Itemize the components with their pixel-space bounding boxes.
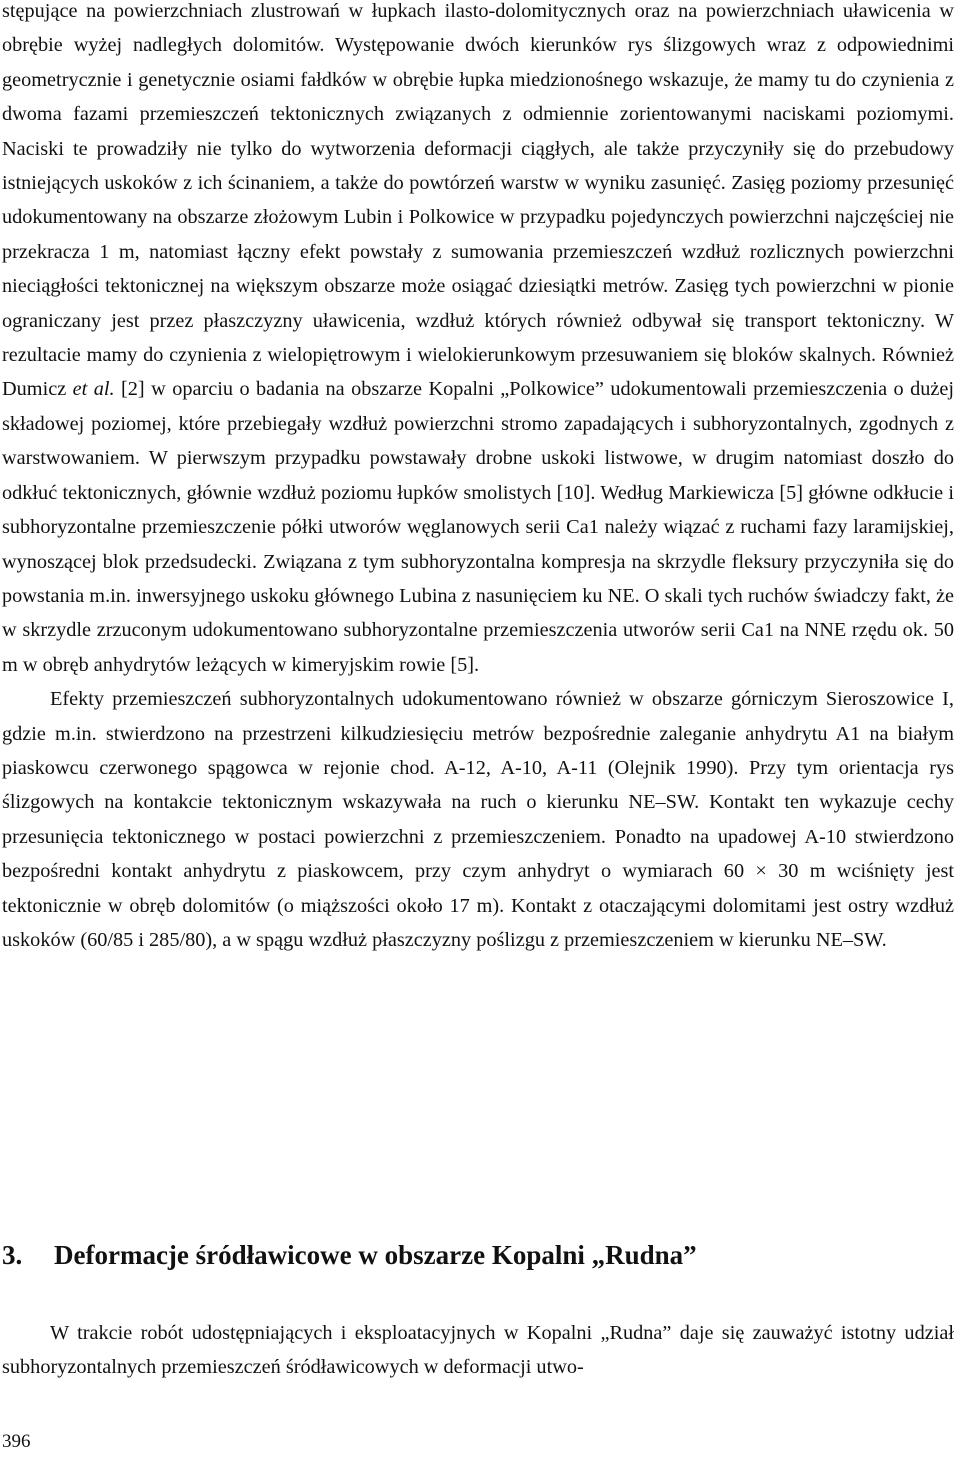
page-number: 396 (2, 1431, 31, 1452)
section-heading (2, 1238, 697, 1272)
paragraph-1-text: stępujące na powierzchniach zlustrowań w łupkach ilasto-dolomitycznych oraz na powierzchniach uławicenia w obrębie wyżej nadległych dolomitów. Występowanie dwóch kierunków rys ślizgowych wraz z odpowiednimi geometrycznie i genetycznie osiami fałdków w obrębie łupka miedzionośnego wskazuje, że mamy tu do czynienia z dwoma fazami przemieszczeń tektonicznych związanych z odmiennie zorientowanymi naciskami poziomymi. Naciski te prowadziły nie tylko do wytworzenia deformacji ciągłych, ale także przyczyniły się do przebudowy istniejących uskoków z ich ścinaniem, a także do powtórzeń warstw w wyniku zasunięć. Zasięg poziomy przesunięć udokumentowany na obszarze złożowym Lubin i Polkowice w przypadku pojedynczych powierzchni najczęściej nie przekracza 1 m, natomiast łączny efekt powstały z sumowania przemieszczeń wzdłuż rozlicznych powierzchni nieciągłości tektonicznej na większym obszarze może osiągać dziesiątki metrów. Zasięg tych powierzchni w pionie ograniczany jest przez płaszczyzny uławicenia, wzdłuż których również odbywał się transport tektoniczny. W rezultacie mamy do czynienia z wielopiętrowym i wielokierunkowym przesuwaniem się bloków skalnych. Również Dumicz (2, 0, 954, 401)
section-body (2, 1316, 954, 1385)
section-title: Deformacje śródławicowe w obszarze Kopalni „Rudna” (54, 1240, 697, 1270)
paragraph-1-end: [2] w oparciu o badania na obszarze Kopalni „Polkowice” udokumentowali przemieszczenia o dużej składowej poziomej, które przebiegały wzdłuż powierzchni stromo zapadających i subhoryzontalnych, zgodnych z warstwowaniem. W pierwszym przypadku powstawały drobne uskoki listwowe, w drugim natomiast doszło do odkłuć tektonicznych, głównie wzdłuż poziomu łupków smolistych [10]. Według Markiewicza [5] główne odkłucie i subhoryzontalne przemieszczenie półki utworów węglanowych serii Ca1 należy wiązać z ruchami fazy laramijskiej, wynoszącej blok przedsudecki. Związana z tym subhoryzontalna kompresja na skrzydle fleksury przyczyniła się do powstania m.in. inwersyjnego uskoku głównego Lubina z nasunięciem ku NE. O skali tych ruchów świadczy fakt, że w skrzydle zrzuconym udokumentowano subhoryzontalne przemieszczenia utworów serii Ca1 na NNE rzędu ok. 50 m w obręb anhydrytów leżących w kimeryjskim rowie [5]. (2, 378, 955, 676)
section-paragraph: W trakcie robót udostępniających i eksploatacyjnych w Kopalni „Rudna” daje się zauważyć istotny udział subhoryzontalnych przemieszczeń śródławicowych w deformacji utwo- (2, 1322, 954, 1379)
document-page (2, 0, 954, 957)
body-paragraph-2: Efekty przemieszczeń subhoryzontalnych udokumentowano również w obszarze górniczym Sieroszowice I, gdzie m.in. stwierdzono na przestrzeni kilkudziesięciu metrów bezpośrednie zaleganie anhydrytu A1 na białym piaskowcu czerwonego spągowca w rejonie chod. A-12, A-10, A-11 (Olejnik 1990). Przy tym orientacja rys ślizgowych na kontakcie tektonicznym wskazywała na ruch o kierunku NE–SW. Kontakt ten wykazuje cechy przesunięcia tektonicznego w postaci powierzchni z przemieszczeniem. Ponadto na upadowej A-10 stwierdzono bezpośredni kontakt anhydrytu z piaskowcem, przy czym anhydryt o wymiarach 60 × 30 m wciśnięty jest tektonicznie w obręb dolomitów (o miąższości około 17 m). Kontakt z otaczającymi dolomitami jest ostry wzdłuż uskoków (60/85 i 285/80), a w spągu wzdłuż płaszczyzny poślizgu z przemieszczeniem w kierunku NE–SW. (2, 688, 954, 951)
body-paragraph-1 (2, 0, 954, 682)
paragraph-1-italic: et al. (72, 378, 115, 401)
section-number: 3. (2, 1240, 23, 1270)
